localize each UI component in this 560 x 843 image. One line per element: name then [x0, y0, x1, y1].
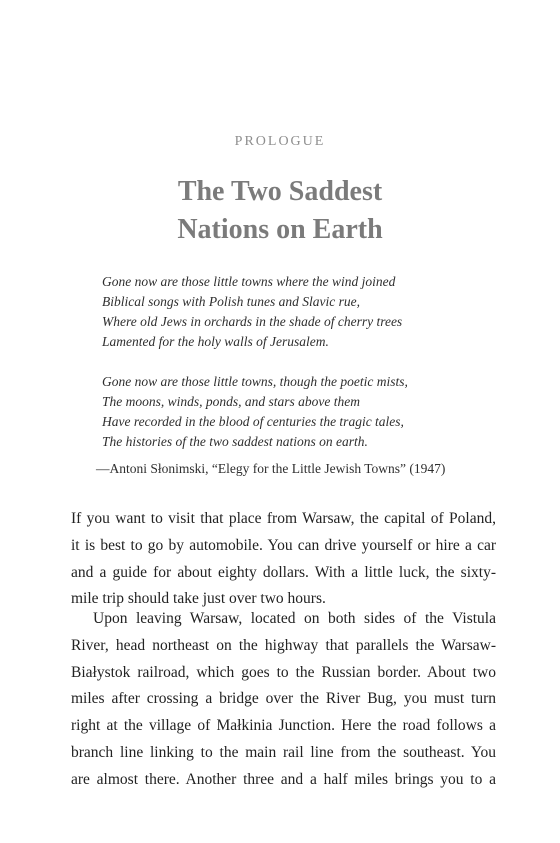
text-line: Białystok railroad, which goes to the Russian border. About two	[71, 663, 496, 681]
chapter-label: PROLOGUE	[234, 134, 326, 149]
epigraph-stanza	[102, 272, 502, 352]
poem-line: Biblical songs with Polish tunes and Slavic rue,	[102, 294, 360, 309]
chapter-title	[0, 173, 560, 249]
chapter-title-line: Nations on Earth	[177, 214, 383, 245]
body-paragraph	[71, 506, 496, 613]
text-line: Upon leaving Warsaw, located on both sides of the Vistula	[93, 610, 496, 627]
text-line: are almost there. Another three and a half miles brings you to a	[71, 770, 496, 788]
poem-line: Gone now are those little towns where the wind joined	[102, 274, 396, 289]
poem-line: Have recorded in the blood of centuries the tragic tales,	[102, 414, 404, 429]
text-line: it is best to go by automobile. You can drive yourself or hire a car	[71, 536, 496, 554]
text-line: branch line linking to the main rail line from the southeast. You	[71, 743, 496, 761]
poem-line: The histories of the two saddest nations on earth.	[102, 434, 368, 449]
text-line: River, head northeast on the highway that parallels the Warsaw-	[71, 636, 496, 654]
poem-line: Lamented for the holy walls of Jerusalem.	[102, 334, 329, 349]
text-line: mile trip should take just over two hours.	[71, 590, 326, 608]
chapter-title-line: The Two Saddest	[177, 176, 383, 207]
epigraph-attribution: —Antoni Słonimski, “Elegy for the Little Jewish Towns” (1947)	[96, 461, 446, 476]
poem-line: The moons, winds, ponds, and stars above them	[102, 394, 361, 409]
text-line: miles after crossing a bridge over the River Bug, you must turn	[71, 690, 496, 708]
body-paragraph	[71, 606, 496, 794]
epigraph-stanza	[102, 372, 502, 452]
text-line: and a guide for about eighty dollars. With a little luck, the sixty-	[71, 563, 496, 581]
text-line: If you want to visit that place from Warsaw, the capital of Poland,	[71, 510, 496, 527]
text-line: right at the village of Małkinia Junction. Here the road follows a	[71, 717, 496, 735]
poem-line: Gone now are those little towns, though the poetic mists,	[102, 374, 408, 389]
poem-line: Where old Jews in orchards in the shade of cherry trees	[102, 314, 403, 329]
